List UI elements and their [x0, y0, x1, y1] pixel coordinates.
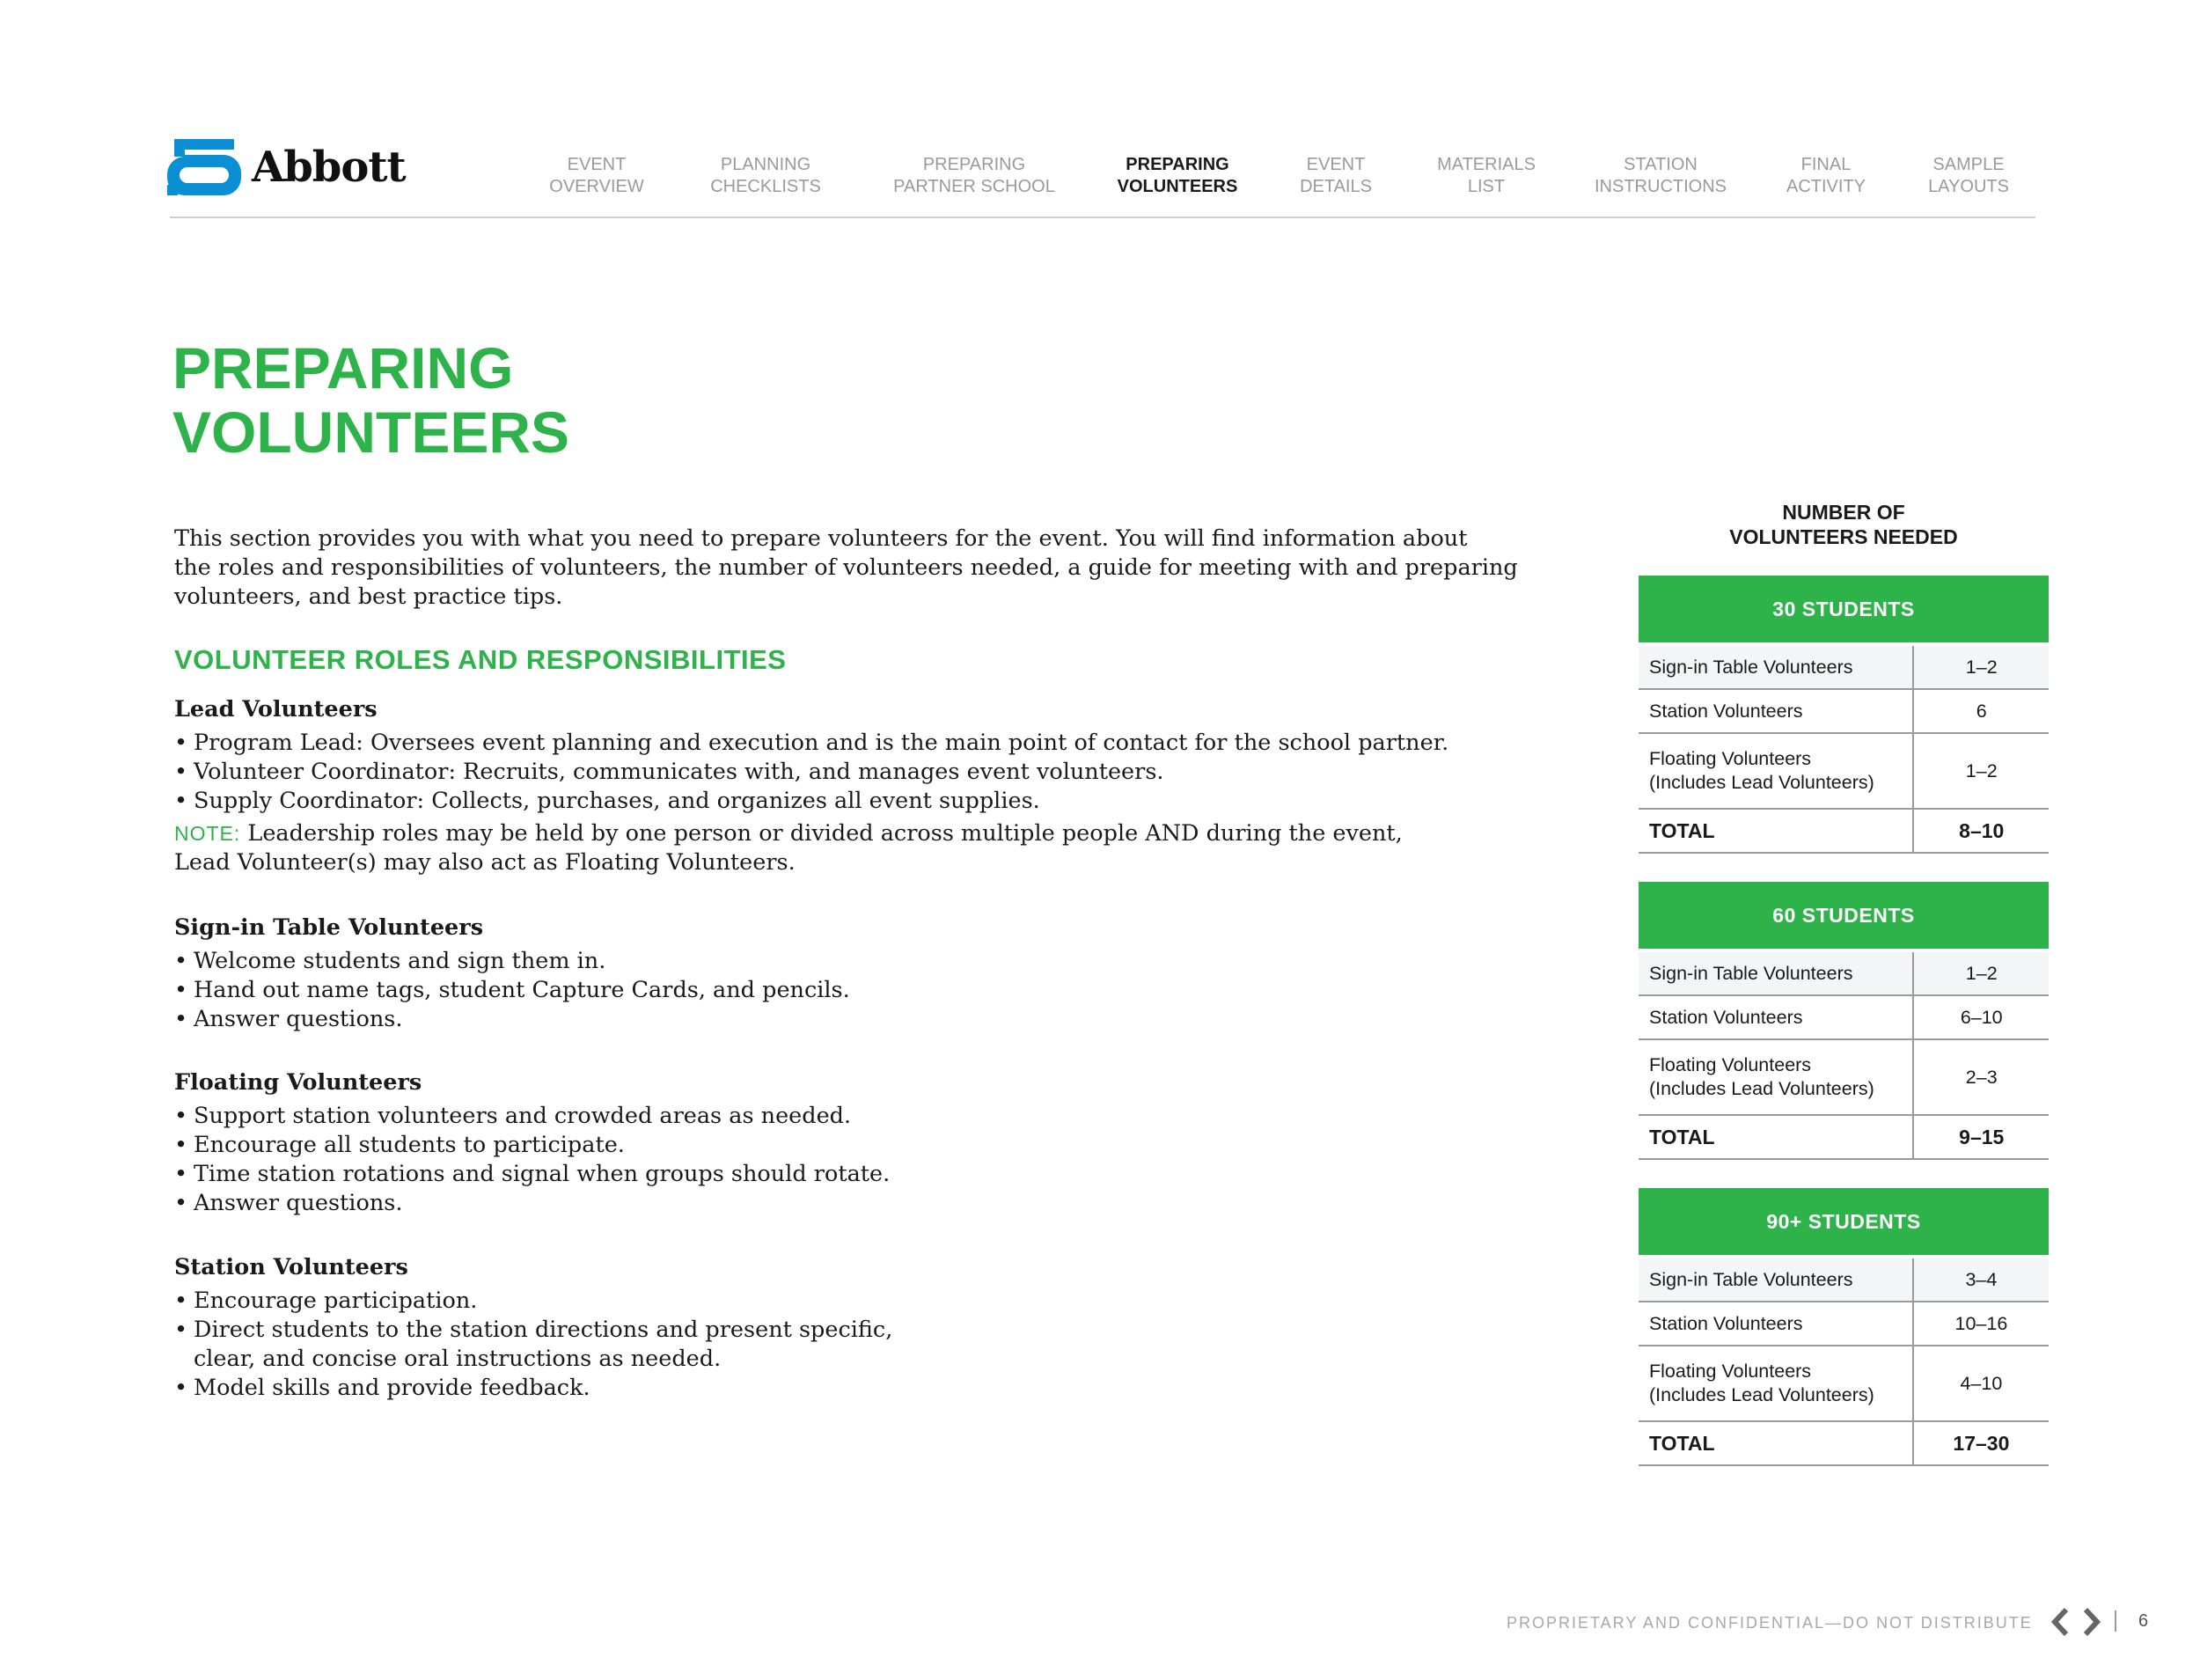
footer-divider — [2115, 1610, 2116, 1632]
nav-label-line1: EVENT — [567, 155, 627, 174]
station-volunteers-list — [174, 1287, 1406, 1403]
row-label: Sign-in Table Volunteers — [1639, 646, 1913, 689]
table-total-row — [1639, 1115, 2049, 1159]
lead-volunteers-section — [174, 695, 1449, 877]
table-row — [1639, 1258, 2049, 1302]
chevron-right-icon[interactable] — [2080, 1607, 2101, 1637]
chevron-left-icon[interactable] — [2050, 1607, 2072, 1637]
table-90-plus-students — [1639, 1188, 2049, 1466]
table-30-students — [1639, 576, 2049, 854]
row-label-line: (Includes Lead Volunteers) — [1649, 1384, 1874, 1405]
list-item-line: clear, and concise oral instructions as needed. — [194, 1346, 722, 1372]
nav-label-line2: PARTNER SCHOOL — [893, 177, 1055, 196]
total-value: 8–10 — [1913, 809, 2049, 853]
total-label: TOTAL — [1639, 809, 1913, 853]
nav-sample-layouts[interactable] — [1928, 154, 2009, 198]
page-title — [172, 336, 569, 465]
total-label: TOTAL — [1639, 1421, 1913, 1465]
nav-materials-list[interactable] — [1437, 154, 1536, 198]
nav-label-line1: STATION — [1624, 155, 1698, 174]
intro-line: the roles and responsibilities of volunteers, the number of volunteers needed, a guide for meeting with and preparing — [174, 554, 1518, 581]
nav-label-line1: EVENT — [1306, 155, 1366, 174]
intro-line: volunteers, and best practice tips. — [174, 583, 563, 610]
signin-volunteers-list — [174, 947, 1406, 1034]
nav-preparing-volunteers[interactable] — [1118, 154, 1238, 198]
total-value: 9–15 — [1913, 1115, 2049, 1159]
signin-volunteers-title: Sign-in Table Volunteers — [174, 914, 484, 941]
nav-label-line2: ACTIVITY — [1786, 177, 1866, 196]
page-title-line2: VOLUNTEERS — [172, 400, 570, 465]
row-value: 1–2 — [1913, 952, 2049, 995]
list-item: • Support station volunteers and crowded areas as needed. — [174, 1102, 1406, 1131]
row-label — [1639, 1039, 1913, 1115]
nav-preparing-partner-school[interactable] — [893, 154, 1055, 198]
lead-volunteers-title: Lead Volunteers — [174, 696, 378, 723]
total-label: TOTAL — [1639, 1115, 1913, 1159]
top-navigation — [0, 154, 2200, 207]
table-total-row — [1639, 1421, 2049, 1465]
row-value: 6 — [1913, 689, 2049, 733]
lead-volunteers-list — [174, 729, 1449, 816]
station-volunteers-section — [174, 1253, 1406, 1403]
row-label-line: Floating Volunteers — [1649, 748, 1812, 769]
row-value: 3–4 — [1913, 1258, 2049, 1302]
nav-final-activity[interactable] — [1786, 154, 1866, 198]
page-title-line1: PREPARING — [172, 335, 514, 400]
list-item: • Model skills and provide feedback. — [174, 1374, 1406, 1403]
table-row — [1639, 1302, 2049, 1346]
nav-event-details[interactable] — [1300, 154, 1372, 198]
nav-label-line1: PREPARING — [1126, 155, 1229, 174]
heading-line: VOLUNTEERS NEEDED — [1729, 525, 1958, 548]
abbott-logo-text: Abbott — [252, 143, 406, 192]
nav-label-line2: INSTRUCTIONS — [1595, 177, 1727, 196]
floating-volunteers-section — [174, 1068, 1406, 1218]
row-value: 1–2 — [1913, 733, 2049, 809]
roles-heading: VOLUNTEER ROLES AND RESPONSIBILITIES — [174, 644, 787, 675]
list-item: • Hand out name tags, student Capture Cards, and pencils. — [174, 976, 1406, 1005]
list-item: • Answer questions. — [174, 1005, 1406, 1034]
nav-label-line2: CHECKLISTS — [710, 177, 821, 196]
table-title: 90+ STUDENTS — [1639, 1188, 2049, 1255]
list-item: • Encourage participation. — [174, 1287, 1406, 1316]
row-value: 4–10 — [1913, 1346, 2049, 1421]
row-label-line: Floating Volunteers — [1649, 1054, 1812, 1075]
table-title: 60 STUDENTS — [1639, 882, 2049, 949]
list-item: • Welcome students and sign them in. — [174, 947, 1406, 976]
list-item: • Volunteer Coordinator: Recruits, communicates with, and manages event volunteers. — [174, 758, 1406, 787]
nav-label-line2: VOLUNTEERS — [1117, 177, 1238, 196]
nav-event-overview[interactable] — [549, 154, 643, 198]
row-label — [1639, 733, 1913, 809]
row-label: Sign-in Table Volunteers — [1639, 1258, 1913, 1302]
row-label: Station Volunteers — [1639, 689, 1913, 733]
nav-label-line1: PLANNING — [720, 155, 811, 174]
signin-volunteers-section — [174, 913, 1406, 1034]
intro-paragraph — [174, 525, 1518, 612]
row-label-line: Floating Volunteers — [1649, 1361, 1812, 1382]
nav-label-line1: MATERIALS — [1437, 155, 1536, 174]
list-item: • Program Lead: Oversees event planning and execution and is the main point of contact for the school partner. — [174, 729, 1406, 758]
total-value: 17–30 — [1913, 1421, 2049, 1465]
list-item: • Encourage all students to participate. — [174, 1131, 1406, 1160]
row-label-line: (Includes Lead Volunteers) — [1649, 1078, 1874, 1099]
list-item: • Time station rotations and signal when groups should rotate. — [174, 1160, 1406, 1189]
table-row — [1639, 1039, 2049, 1115]
nav-label-line2: OVERVIEW — [549, 177, 644, 196]
note-label: NOTE: — [174, 822, 241, 845]
table-row — [1639, 1346, 2049, 1421]
table-row — [1639, 995, 2049, 1039]
list-item: • Answer questions. — [174, 1189, 1406, 1218]
list-item: • Supply Coordinator: Collects, purchases, and organizes all event supplies. — [174, 787, 1406, 816]
row-label: Sign-in Table Volunteers — [1639, 952, 1913, 995]
nav-label-line2: DETAILS — [1300, 177, 1372, 196]
volunteers-needed-heading — [1639, 500, 2049, 549]
list-item — [174, 1316, 1406, 1374]
note-text: Leadership roles may be held by one person or divided across multiple people AND during the event, — [247, 820, 1403, 847]
lead-note — [174, 819, 1406, 877]
table-row — [1639, 689, 2049, 733]
row-label — [1639, 1346, 1913, 1421]
row-value: 6–10 — [1913, 995, 2049, 1039]
table-row — [1639, 952, 2049, 995]
table-row — [1639, 733, 2049, 809]
header-divider — [170, 216, 2035, 218]
row-label: Station Volunteers — [1639, 995, 1913, 1039]
intro-line: This section provides you with what you need to prepare volunteers for the event. You will find information about — [174, 525, 1468, 552]
nav-label-line1: SAMPLE — [1932, 155, 2005, 174]
table-60-students — [1639, 882, 2049, 1160]
table-title: 30 STUDENTS — [1639, 576, 2049, 642]
row-label: Station Volunteers — [1639, 1302, 1913, 1346]
nav-planning-checklists[interactable] — [710, 154, 821, 198]
table-total-row — [1639, 809, 2049, 853]
note-text: Lead Volunteer(s) may also act as Floating Volunteers. — [174, 849, 796, 876]
heading-line: NUMBER OF — [1782, 501, 1905, 524]
floating-volunteers-title: Floating Volunteers — [174, 1069, 422, 1096]
nav-label-line1: FINAL — [1800, 155, 1852, 174]
nav-label-line1: PREPARING — [922, 155, 1026, 174]
nav-label-line2: LAYOUTS — [1928, 177, 2009, 196]
row-value: 1–2 — [1913, 646, 2049, 689]
row-value: 10–16 — [1913, 1302, 2049, 1346]
page-number: 6 — [2138, 1611, 2149, 1631]
station-volunteers-title: Station Volunteers — [174, 1254, 408, 1280]
row-label-line: (Includes Lead Volunteers) — [1649, 772, 1874, 793]
nav-label-line2: LIST — [1467, 177, 1506, 196]
floating-volunteers-list — [174, 1102, 1406, 1218]
list-item-line: • Direct students to the station directions and present specific, — [194, 1317, 893, 1343]
table-row — [1639, 646, 2049, 689]
row-value: 2–3 — [1913, 1039, 2049, 1115]
confidential-notice: PROPRIETARY AND CONFIDENTIAL—DO NOT DISTRIBUTE — [1507, 1614, 2033, 1632]
nav-station-instructions[interactable] — [1595, 154, 1727, 198]
